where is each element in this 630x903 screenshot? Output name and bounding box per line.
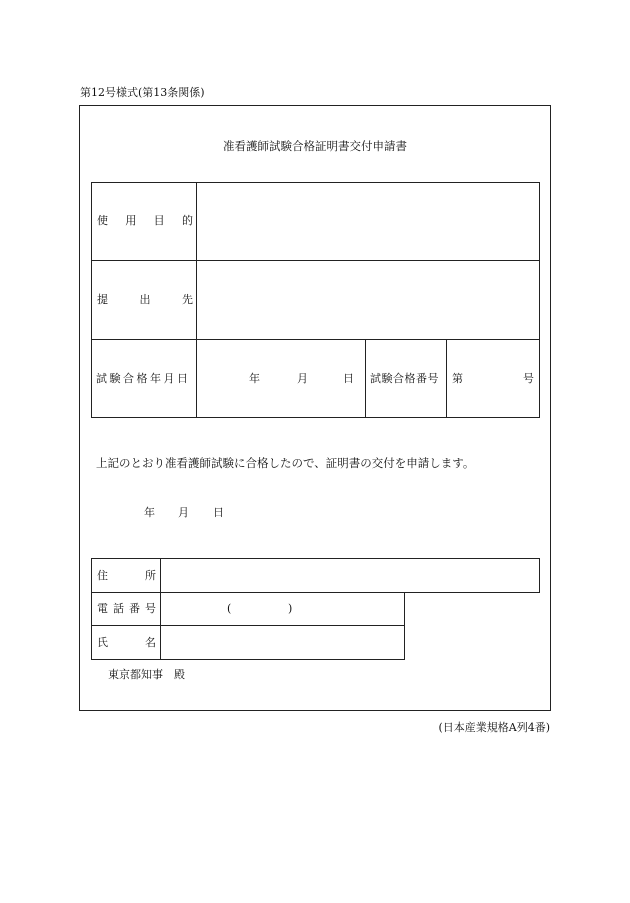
exam-number-label: 試験合格番号 — [370, 372, 439, 385]
table-border-left — [91, 558, 92, 660]
exam-number-field[interactable] — [447, 340, 539, 417]
table-border-right — [404, 592, 405, 660]
purpose-field[interactable] — [197, 183, 539, 260]
exam-date-field[interactable] — [197, 340, 365, 417]
month-unit: 月 — [297, 372, 308, 385]
addressee: 東京都知事 殿 — [108, 668, 185, 681]
name-label: 氏 名 — [97, 636, 156, 649]
purpose-label: 使 用 目 的 — [97, 214, 193, 227]
form-reference: 第12号様式(第13条関係) — [80, 86, 205, 99]
table-border-bottom — [91, 417, 540, 418]
phone-paren-close: ) — [288, 602, 293, 615]
apply-month-unit: 月 — [178, 506, 189, 519]
recipient-label: 提 出 先 — [97, 293, 193, 306]
apply-day-unit: 日 — [213, 506, 224, 519]
exam-date-label: 試験合格年月日 — [96, 372, 191, 385]
name-field[interactable] — [161, 626, 404, 659]
day-unit: 日 — [343, 372, 354, 385]
year-unit: 年 — [249, 372, 260, 385]
phone-paren-open: ( — [227, 602, 232, 615]
table-border-bottom — [91, 659, 405, 660]
table-border-right — [539, 558, 540, 593]
table-border-left — [91, 182, 92, 418]
phone-label: 電 話 番 号 — [97, 602, 156, 615]
table-divider — [365, 339, 366, 418]
paper-size-note: (日本産業規格A列4番) — [438, 721, 550, 734]
address-label: 住 所 — [97, 569, 156, 582]
phone-field[interactable] — [161, 593, 404, 625]
form-title: 准看護師試験合格証明書交付申請書 — [223, 139, 407, 153]
number-suffix: 号 — [523, 372, 534, 385]
address-field[interactable] — [161, 559, 539, 592]
apply-year-unit: 年 — [144, 506, 155, 519]
number-prefix: 第 — [452, 372, 463, 385]
table-border-right — [539, 182, 540, 418]
recipient-field[interactable] — [197, 261, 539, 339]
application-statement: 上記のとおり准看護師試験に合格したので、証明書の交付を申請します。 — [96, 456, 475, 470]
